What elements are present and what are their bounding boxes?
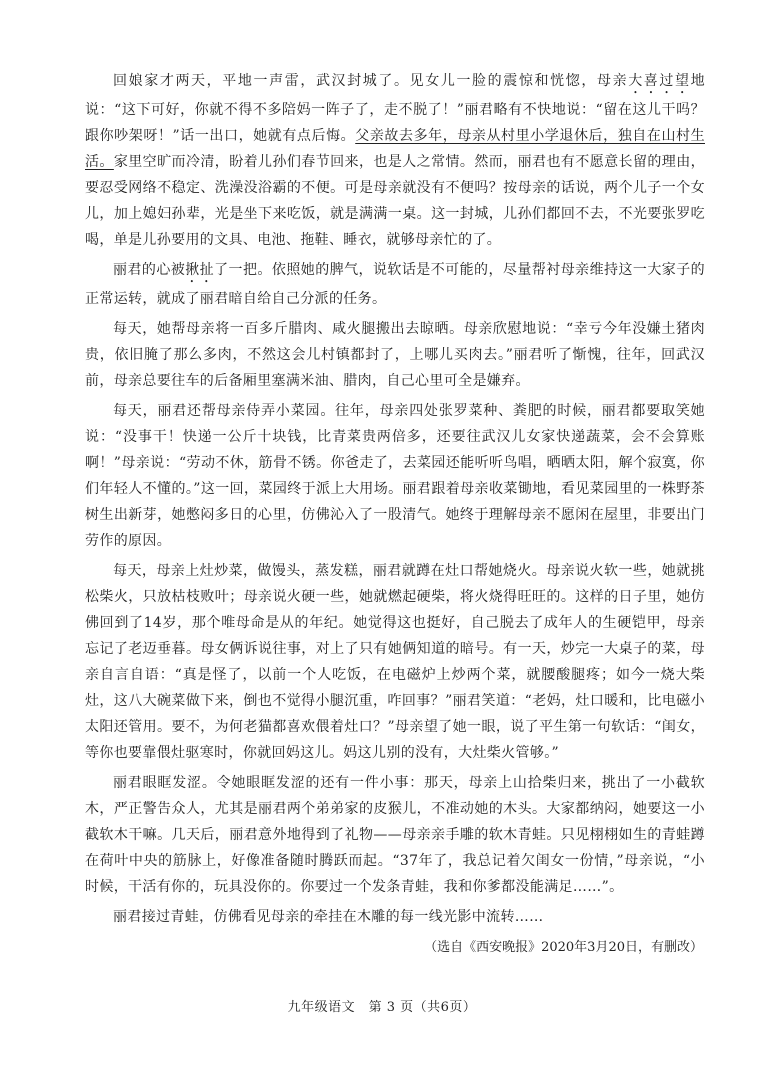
paragraph [85, 904, 705, 930]
paragraph [85, 558, 705, 766]
paragraph-text: 了一把。依照她的脾气，说软话是不可能的，尽量帮衬母亲维持这一大家子的正常运转，就成了丽君暗自给自己分派的任务。 [85, 262, 706, 307]
paragraph [85, 316, 705, 394]
paragraph [85, 68, 705, 253]
source-citation: （选自《西安晚报》2020年3月20日，有删改） [424, 940, 703, 955]
paragraph-text: 丽君接过青蛙，仿佛看见母亲的牵挂在木雕的每一线光影中流转…… [113, 909, 544, 925]
page-footer: 九年级语文 第 3 页（共6页） [287, 1000, 477, 1015]
paragraph-text: 地说：“这下可好，你就不得不多陪妈一阵子了，走不脱了！”丽君略有不快地说：“留在这儿干吗？跟你吵架呀！”话一出口，她就有点后悔。 [85, 73, 705, 144]
paragraph [85, 770, 705, 900]
paragraph-text: 每天，丽君还帮母亲侍弄小菜园。往年，母亲四处张罗菜种、粪肥的时候，丽君都要取笑她说：“没事干！快递一公斤十块钱，比青菜贵两倍多，还要往武汉儿女家快递蔬菜，会不会算账啊！”母亲说：“劳动不休，筋骨不锈。你爸走了，去菜园还能听听鸟唱，晒晒太阳，解个寂寞，你们年轻人不懂的。”这一回，菜园终于派上大用场。丽君跟着母亲收菜锄地，看见菜园里的一株野茶树生出新芽，她憋闷多日的心里，仿佛沁入了一股清气。她终于理解母亲不愿闲在屋里，非要出门劳作的原因。 [85, 403, 705, 549]
paragraph-text: 丽君的心被 [113, 262, 186, 278]
paragraph [85, 257, 705, 312]
paragraph [85, 398, 705, 554]
paragraph-text: 丽君眼眶发涩。令她眼眶发涩的还有一件小事：那天，母亲上山拾柴归来，挑出了一小截软木，严正警告众人，尤其是丽君两个弟弟家的皮猴儿，不准动她的木头。大家都纳闷，她要这一小截软木干嘛。几天后，丽君意外地得到了礼物——母亲亲手雕的软木青蛙。只见栩栩如生的青蛙蹲在荷叶中央的筋脉上，好像准备随时腾跃而起。“37年了，我总记着欠闺女一份情，”母亲说，“小时候，干活有你的，玩具没你的。你要过一个发条青蛙，我和你爹都没能满足……”。 [85, 775, 705, 895]
paragraph-text: 每天，她帮母亲将一百多斤腊肉、咸火腿搬出去晾晒。母亲欣慰地说：“幸亏今年没嫌土猪肉贵，依旧腌了那么多肉，不然这会儿村镇都封了，上哪儿买肉去。”丽君听了惭愧，往年，回武汉前，母亲总要往车的后备厢里塞满米油、腊肉，自己心里可全是嫌弃。 [85, 321, 705, 389]
emphasized-word: 揪扯 [185, 262, 215, 278]
underlined-sentence: 父亲故去多年，母亲从村里小学退休后，独自在山村生活。 [85, 128, 705, 170]
reading-passage [85, 68, 705, 955]
emphasized-word: 大喜过望 [628, 73, 691, 89]
paragraph-text: 每天，母亲上灶炒菜，做馒头，蒸发糕，丽君就蹲在灶口帮她烧火。母亲说火软一些，她就挑松柴火，只放枯枝败叶；母亲说火硬一些，她就燃起硬柴，将火烧得旺旺的。这样的日子里，她仿佛回到了14岁，那个唯母命是从的年纪。她觉得这也挺好，自己脱去了成年人的生硬铠甲，母亲忘记了老迈垂暮。母女俩诉说往事，对上了只有她俩知道的暗号。有一天，炒完一大桌子的菜，母亲自言自语：“真是怪了，以前一个人吃饭，在电磁炉上炒两个菜，就腰酸腿疼；如今一烧大柴灶，这八大碗菜做下来，倒也不觉得小腿沉重，咋回事？”丽君笑道：“老妈，灶口暖和，比电磁小太阳还管用。要不，为何老猫都喜欢偎着灶口？”母亲望了她一眼，说了平生第一句软话：“闺女，等你也要靠偎灶驱寒时，你就回妈这儿。妈这儿别的没有，大灶柴火管够。” [85, 563, 705, 761]
passage-body [85, 68, 705, 930]
paragraph-text: 回娘家才两天，平地一声雷，武汉封城了。见女儿一脸的震惊和恍惚，母亲 [113, 73, 629, 89]
paragraph-text: 家里空旷而冷清，盼着儿孙们春节回来，也是人之常情。然而，丽君也有不愿意长留的理由，要忍受网络不稳定、洗澡没浴霸的不便。可是母亲就没有不便吗？按母亲的话说，两个儿子一个女儿，加上媳妇孙辈，光是坐下来吃饭，就是满满一桌。这一封城，儿孙们都回不去，不光要张罗吃喝，单是儿孙要用的文具、电池、拖鞋、睡衣，就够母亲忙的了。 [85, 154, 705, 248]
